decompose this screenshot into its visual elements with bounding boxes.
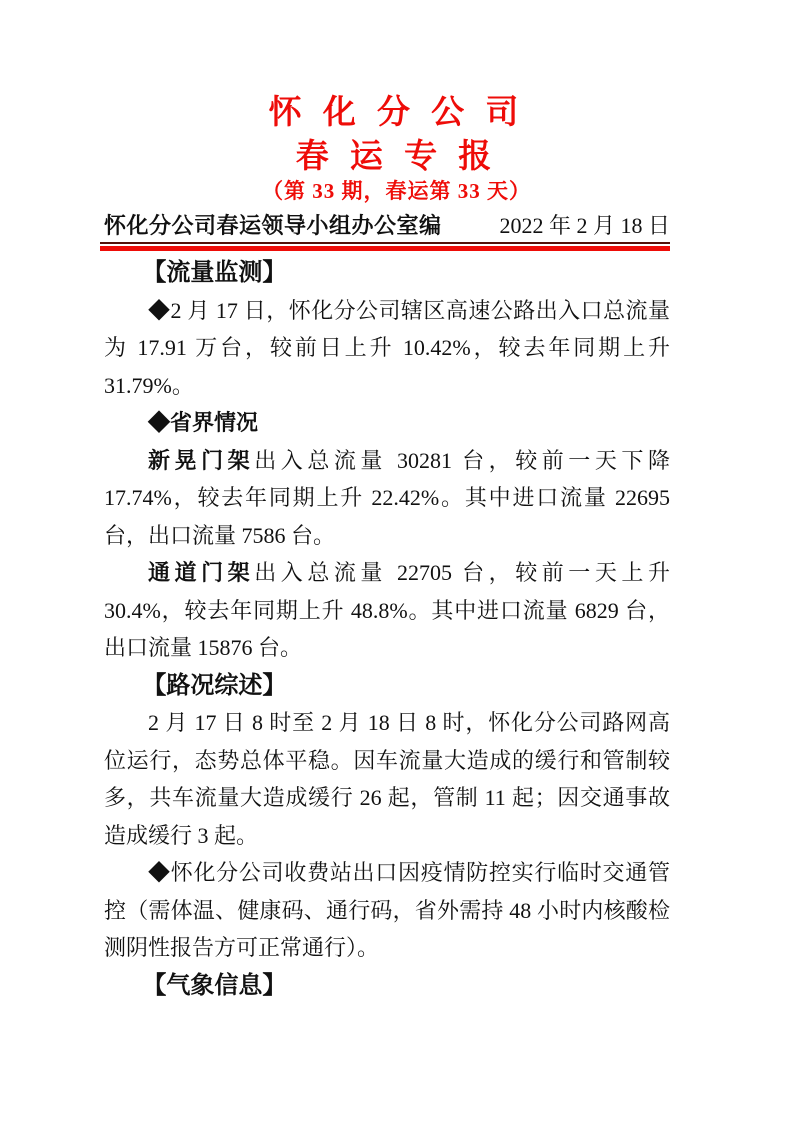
editor-row — [104, 213, 670, 239]
section-heading-traffic: 【流量监测】 — [142, 259, 287, 286]
report-title: 春 运 专 报 — [295, 137, 498, 174]
paragraph-tongdao-gantry — [104, 554, 670, 667]
xinhuang-gantry-label: 新晃门架 — [148, 447, 255, 473]
tongdao-gantry-label: 通道门架 — [148, 560, 255, 585]
xinhuang-gantry-text: 出入总流量 30281 台，较前一天下降 17.74%，较去年同期上升 22.42%。其中进口流量 22695 台，出口流量 7586 台。 — [104, 447, 670, 548]
subheading-province-border: ◆省界情况 — [148, 410, 259, 435]
paragraph-epidemic-control: ◆怀化分公司收费站出口因疫情防控实行临时交通管控（需体温、健康码、通行码，省外需持 48 小时内核酸检测阴性报告方可正常通行）。 — [104, 860, 670, 960]
paragraph-xinhuang-gantry — [104, 442, 670, 555]
separator-red-rule — [100, 246, 670, 251]
section-heading-road-condition: 【路况综述】 — [142, 671, 287, 699]
paragraph-total-flow: ◆2 月 17 日，怀化分公司辖区高速公路出入口总流量为 17.91 万台，较前日上升 10.42%，较去年同期上升 31.79%。 — [104, 297, 670, 398]
report-body — [104, 254, 670, 1004]
issue-number-line: （第 33 期，春运第 33 天） — [262, 179, 531, 203]
issue-date: 2022 年 2 月 18 日 — [499, 213, 670, 238]
section-heading-weather: 【气象信息】 — [142, 971, 287, 999]
tongdao-gantry-text: 出入总流量 22705 台，较前一天上升 30.4%，较去年同期上升 48.8%。其中进口流量 6829 台，出口流量 15876 台。 — [104, 560, 670, 660]
separator-thin-rule — [100, 242, 670, 244]
editor-label: 怀化分公司春运领导小组办公室编 — [104, 213, 442, 238]
company-title: 怀 化 分 公 司 — [268, 93, 525, 130]
paragraph-road-summary: 2 月 17 日 8 时至 2 月 18 日 8 时，怀化分公司路网高位运行，态势总体平稳。因车流量大造成的缓行和管制较多，共车流量大造成缓行 26 起，管制 11 起；因交通事故造成缓行 3 起。 — [104, 710, 670, 848]
report-header — [0, 0, 793, 251]
